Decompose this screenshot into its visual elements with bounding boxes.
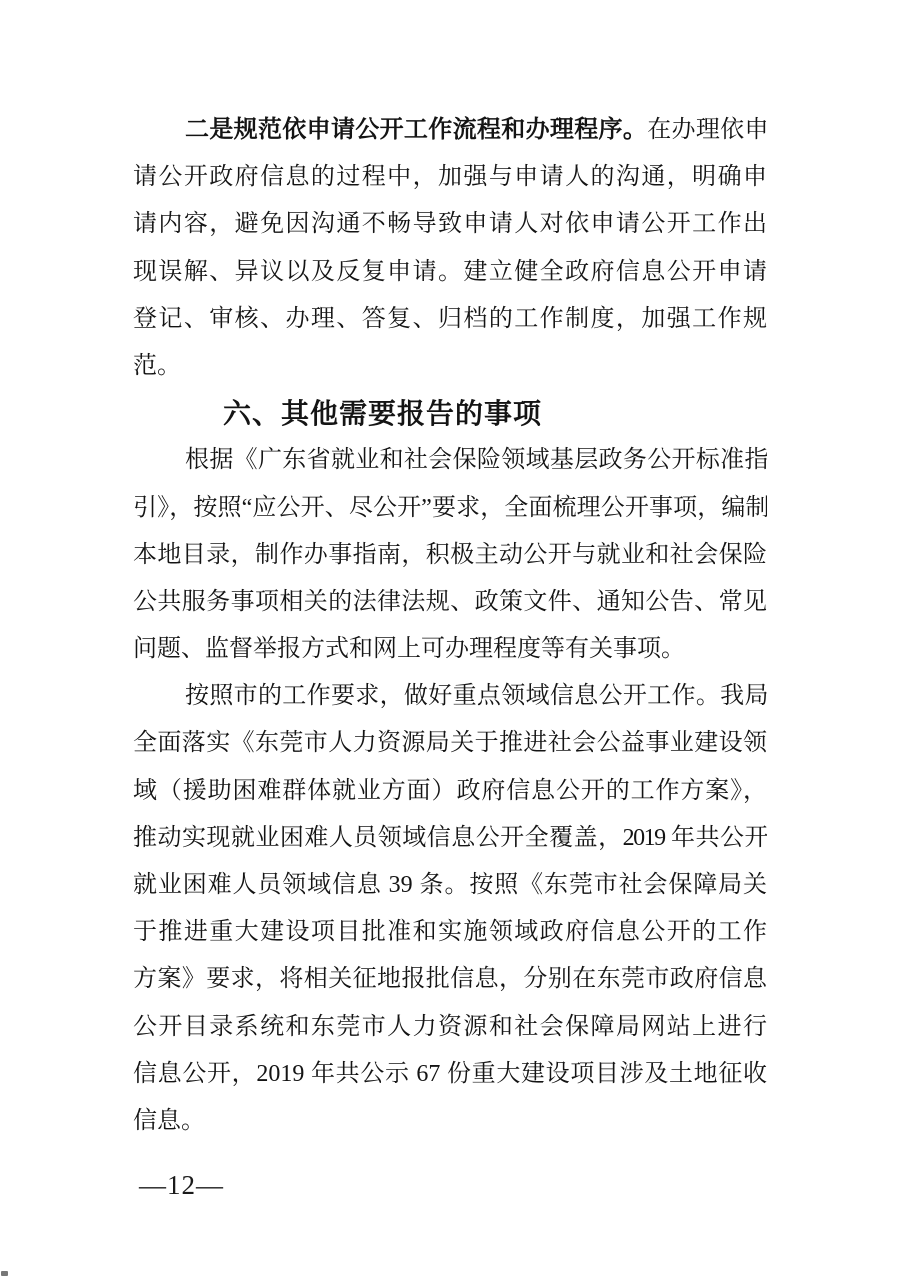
text-line: 请内容，避免因沟通不畅导致申请人对依申请公开工作出 (133, 211, 767, 238)
text-line: 本地目录，制作办事指南，积极主动公开与就业和社会保险 (133, 541, 767, 568)
text-line: 公开目录系统和东莞市人力资源和社会保障局网站上进行 (133, 1013, 767, 1040)
bold-lead-sentence: 二是规范依申请公开工作流程和办理程序。 (185, 117, 648, 143)
paragraph-standards-guide (133, 437, 767, 673)
text-line: 方案》要求，将相关征地报批信息，分别在东莞市政府信息 (133, 966, 767, 993)
section-heading: 六、其他需要报告的事项 (223, 398, 543, 430)
text-line: 现误解、异议以及反复申请。建立健全政府信息公开申请 (133, 258, 767, 285)
text-line: 信息。 (133, 1107, 205, 1134)
text-line: 引》，按照“应公开、尽公开”要求，全面梳理公开事项，编制 (133, 494, 767, 521)
text-line: 于推进重大建设项目批准和实施领域政府信息公开的工作 (133, 919, 767, 946)
lead-line-rest: 在办理依申 (647, 117, 767, 143)
paragraph-lead-line (133, 107, 767, 154)
text-line: 全面落实《东莞市人力资源局关于推进社会公益事业建设领 (133, 730, 767, 757)
paragraph-key-areas (133, 673, 767, 1145)
text-line: 域（援助困难群体就业方面）政府信息公开的工作方案》， (133, 777, 767, 804)
text-line: 范。 (133, 352, 181, 379)
text-line: 请公开政府信息的过程中，加强与申请人的沟通，明确申 (133, 164, 767, 191)
paragraph-opening (133, 107, 767, 390)
text-line: 公共服务事项相关的法律法规、政策文件、通知公告、常见 (133, 588, 767, 615)
page-number: —12— (139, 1170, 224, 1200)
scan-artifact (1, 1271, 8, 1276)
text-line: 根据《广东省就业和社会保险领域基层政务公开标准指 (185, 447, 767, 474)
text-line: 按照市的工作要求，做好重点领域信息公开工作。我局 (185, 683, 767, 710)
text-line: 信息公开，2019 年共公示 67 份重大建设项目涉及土地征收 (133, 1060, 767, 1087)
text-line: 推动实现就业困难人员领域信息公开全覆盖，2019 年共公开 (133, 824, 767, 851)
text-line: 登记、审核、办理、答复、归档的工作制度，加强工作规 (133, 305, 767, 332)
text-line: 就业困难人员领域信息 39 条。按照《东莞市社会保障局关 (133, 872, 767, 898)
document-body (133, 107, 767, 1145)
text-line: 问题、监督举报方式和网上可办理程度等有关事项。 (133, 636, 685, 663)
